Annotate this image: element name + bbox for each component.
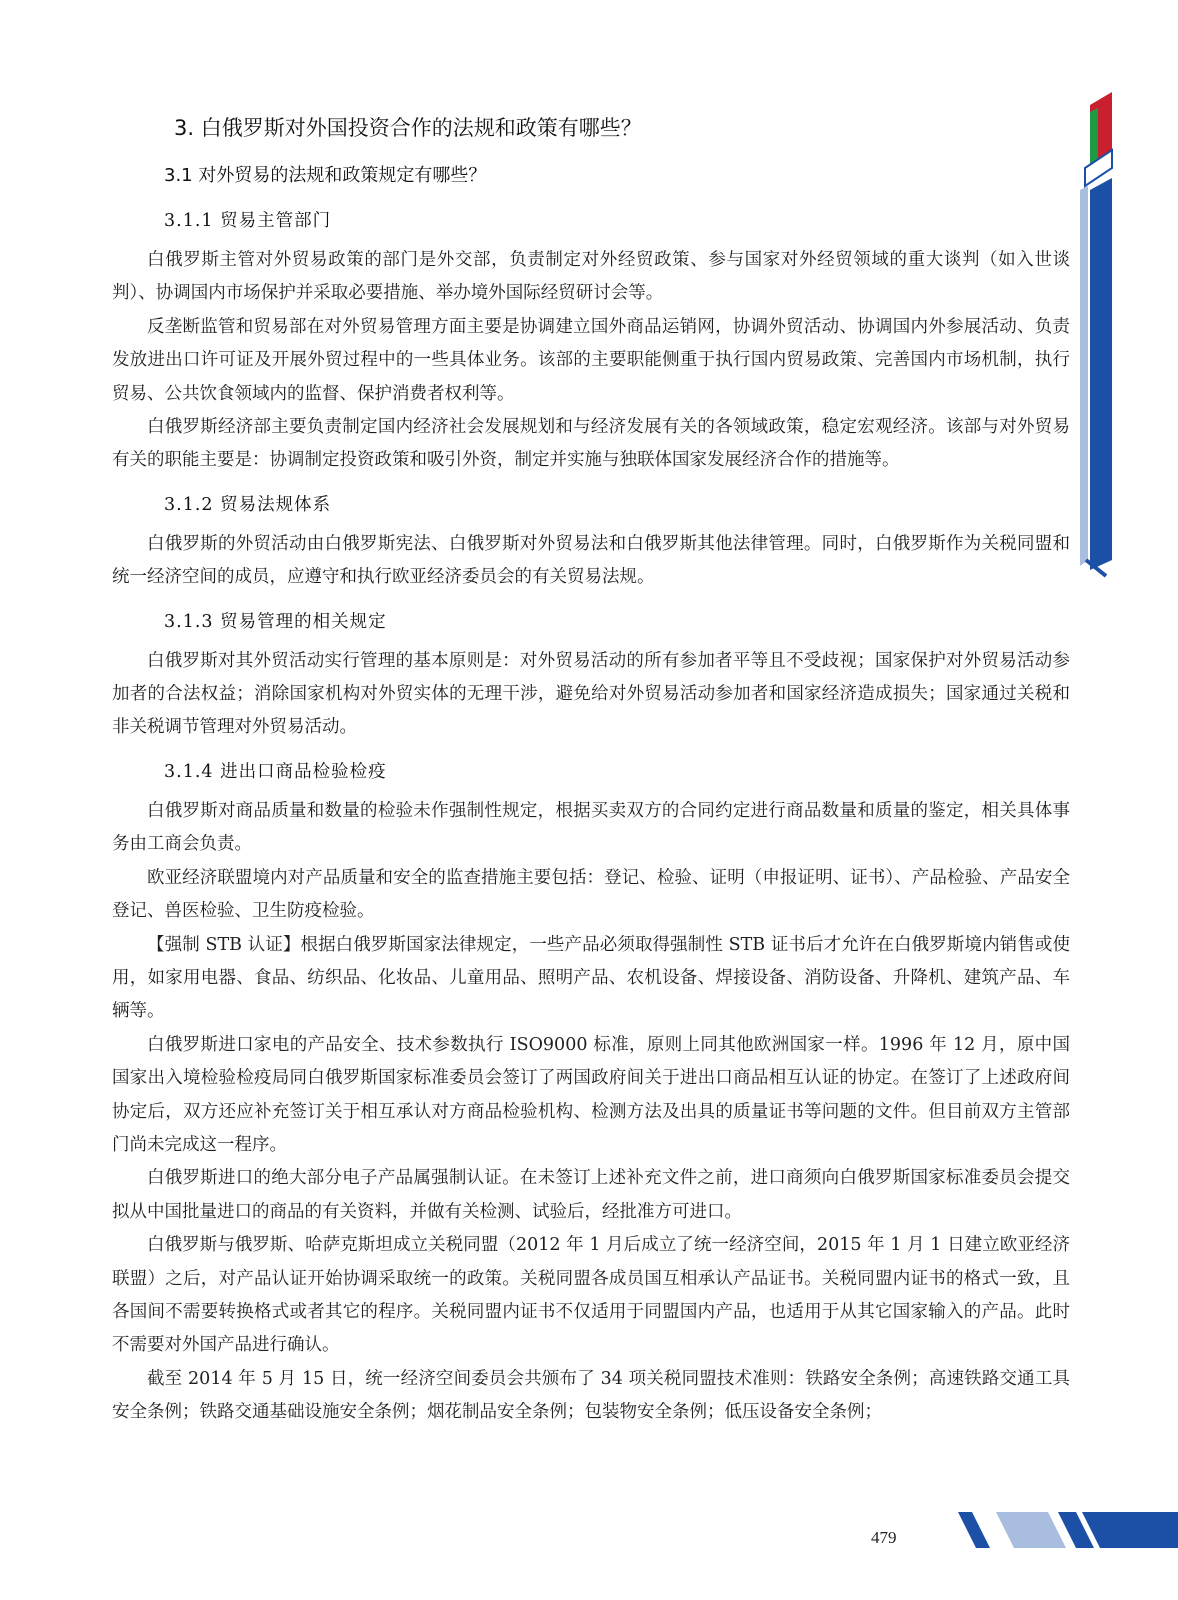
subsection-title: 3.1.3 贸易管理的相关规定: [164, 611, 387, 632]
subsection-3-1-4: [112, 755, 1070, 1430]
footer-stripe: [996, 1512, 1066, 1548]
subsection-3-1-3: [112, 605, 1070, 745]
blue-band: [1090, 178, 1112, 570]
paragraph: 白俄罗斯进口的绝大部分电子产品属强制认证。在未签订上述补充文件之前，进口商须向白俄罗斯国家标准委员会提交拟从中国批量进口的商品的有关资料，并做有关检测、试验后，经批准方可进口。: [112, 1168, 1070, 1222]
subsection-title: 3.1.1 贸易主管部门: [164, 211, 332, 231]
paragraph: 白俄罗斯与俄罗斯、哈萨克斯坦成立关税同盟（2012 年 1 月后成立了统一经济空间，2015 年 1 月 1 日建立欧亚经济联盟）之后，对产品认证开始协调采取统一的政策。关税同盟各成员国互相承认产品证书。关税同盟内证书的格式一致，且各国间不需要转换格式或者其它的程序。关税同盟内证书不仅适用于同盟国内产品，也适用于从其它国家输入的产品。此时不需要对外国产品进行确认。: [112, 1235, 1070, 1356]
footer-stripe: [1082, 1512, 1178, 1548]
paragraph: 反垄断监管和贸易部在对外贸易管理方面主要是协调建立国外商品运销网，协调外贸活动、协调国内外参展活动、负责发放进出口许可证及开展外贸过程中的一些具体业务。该部的主要职能侧重于执行国内贸易政策、完善国内市场机制，执行贸易、公共饮食领域内的监督、保护消费者权利等。: [112, 316, 1070, 404]
paragraph: 白俄罗斯的外贸活动由白俄罗斯宪法、白俄罗斯对外贸易法和白俄罗斯其他法律管理。同时，白俄罗斯作为关税同盟和统一经济空间的成员，应遵守和执行欧亚经济委员会的有关贸易法规。: [112, 533, 1070, 588]
paragraph: 白俄罗斯对商品质量和数量的检验未作强制性规定，根据买卖双方的合同约定进行商品数量和质量的鉴定，相关具体事务由工商会负责。: [112, 800, 1070, 855]
paragraph: 白俄罗斯对其外贸活动实行管理的基本原则是：对外贸易活动的所有参加者平等且不受歧视；国家保护对外贸易活动参加者的合法权益；消除国家机构对外贸实体的无理干涉，避免给对外贸易活动参加者和国家经济造成损失；国家通过关税和非关税调节管理对外贸易活动。: [112, 650, 1070, 738]
paragraph: 【强制 STB 认证】根据白俄罗斯国家法律规定，一些产品必须取得强制性 STB 证书后才允许在白俄罗斯境内销售或使用，如家用电器、食品、纺织品、化妆品、儿童用品、照明产品、农机设备、焊接设备、消防设备、升降机、建筑产品、车辆等。: [112, 934, 1070, 1022]
subsection-3-1-2: [112, 488, 1070, 595]
side-strip-decoration: [1080, 92, 1112, 576]
main-content: [112, 108, 1070, 1430]
subsection-title: 3.1.2 贸易法规体系: [164, 494, 332, 515]
light-blue-band: [1080, 186, 1088, 566]
page-number: 479: [871, 1528, 897, 1547]
flag-green-stripe: [1090, 108, 1098, 164]
paragraph: 白俄罗斯主管对外贸易政策的部门是外交部，负责制定对外经贸政策、参与国家对外经贸领域的重大谈判（如入世谈判）、协调国内市场保护并采取必要措施、举办境外国际经贸研讨会等。: [112, 250, 1070, 304]
paragraph: 欧亚经济联盟境内对产品质量和安全的监查措施主要包括：登记、检验、证明（申报证明、证书）、产品检验、产品安全登记、兽医检验、卫生防疫检验。: [112, 867, 1070, 922]
paragraph: 白俄罗斯经济部主要负责制定国内经济社会发展规划和与经济发展有关的各领域政策，稳定宏观经济。该部与对外贸易有关的职能主要是：协调制定投资政策和吸引外资，制定并实施与独联体国家发展经济合作的措施等。: [112, 417, 1070, 471]
subsection-3-1-1: [112, 204, 1070, 478]
footer-stripe: [958, 1512, 990, 1548]
section-heading: 3.1 对外贸易的法规和政策规定有哪些？: [164, 165, 487, 186]
footer-stripes-decoration: [958, 1512, 1178, 1548]
subsection-title: 3.1.4 进出口商品检验检疫: [164, 761, 387, 782]
paragraph: 截至 2014 年 5 月 15 日，统一经济空间委员会共颁布了 34 项关税同盟技术准则：铁路安全条例；高速铁路交通工具安全条例；铁路交通基础设施安全条例；烟花制品安全条例；包装物安全条例；低压设备安全条例；: [112, 1368, 1070, 1423]
paragraph: 白俄罗斯进口家电的产品安全、技术参数执行 ISO9000 标准，原则上同其他欧洲国家一样。1996 年 12 月，原中国国家出入境检验检疫局同白俄罗斯国家标准委员会签订了两国政府间关于进出口商品相互认证的协定。在签订了上述政府间协定后，双方还应补充签订关于相互承认对方商品检验机构、检测方法及出具的质量证书等问题的文件。但目前双方主管部门尚未完成这一程序。: [112, 1034, 1070, 1155]
chapter-heading: 3. 白俄罗斯对外国投资合作的法规和政策有哪些？: [174, 116, 642, 140]
